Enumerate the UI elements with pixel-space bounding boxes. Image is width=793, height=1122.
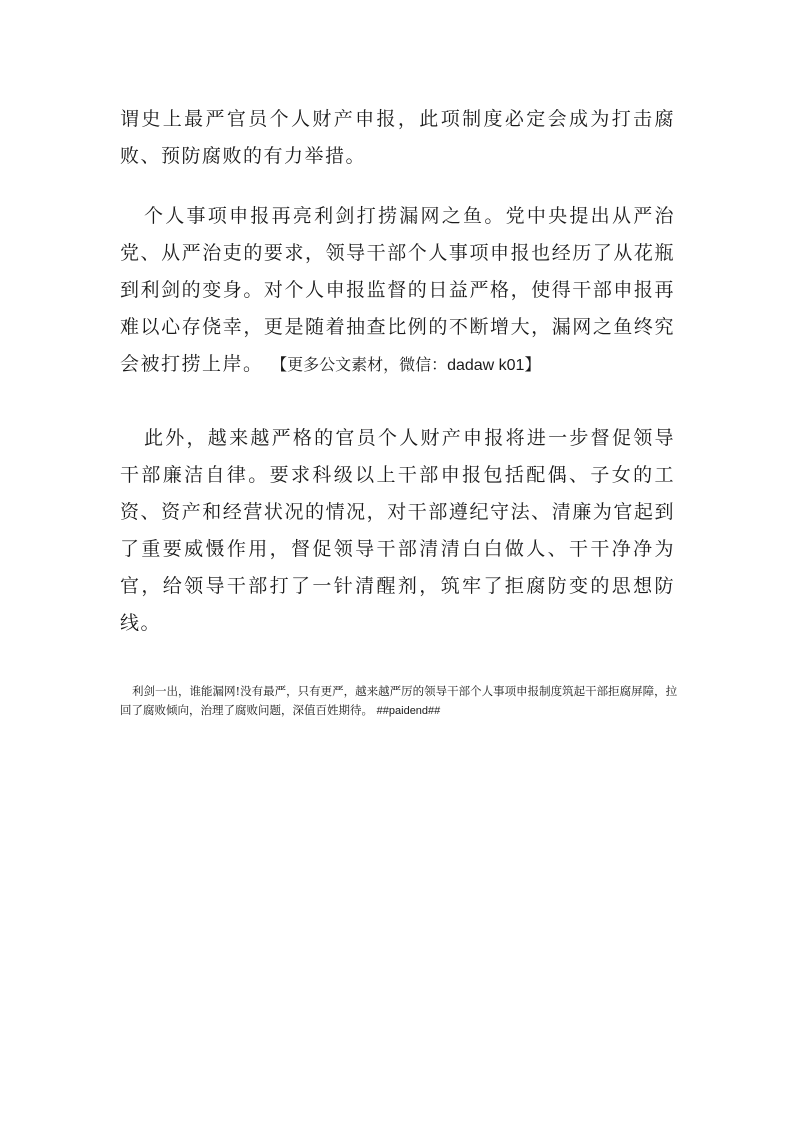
closing-note [120, 682, 680, 721]
closing-tag: ##paidend## [376, 705, 441, 717]
paragraph-1-text: 谓史上最严官员个人财产申报，此项制度必定会成为打击腐败、预防腐败的有力举措。 [120, 108, 675, 167]
paragraph-2-text: 个人事项申报再亮利剑打捞漏网之鱼。党中央提出从严治党、从严治吏的要求，领导干部个人事项申报也经历了从花瓶到利剑的变身。对个人申报监督的日益严格，使得干部申报再难以心存侥幸，更是随着抽查比例的不断增大，漏网之鱼终究会被打捞上岸。 [120, 205, 675, 375]
paragraph-3 [120, 420, 675, 642]
paragraph-2 [120, 198, 675, 384]
closing-note-text: 利剑一出，谁能漏网!没有最严，只有更严，越来越严厉的领导干部个人事项申报制度筑起干部拒腐屏障，拉回了腐败倾向，治理了腐败问题，深值百姓期待。 [120, 684, 678, 717]
paragraph-1 [120, 101, 675, 175]
promo-tag: 【更多公文素材，微信：dadaw k01】 [271, 357, 541, 374]
paragraph-3-text: 此外，越来越严格的官员个人财产申报将进一步督促领导干部廉洁自律。要求科级以上干部申报包括配偶、子女的工资、资产和经营状况的情况，对干部遵纪守法、清廉为官起到了重要威慑作用，督促领导干部清清白白做人、干干净净为官，给领导干部打了一针清醒剂，筑牢了拒腐防变的思想防线。 [120, 427, 675, 634]
